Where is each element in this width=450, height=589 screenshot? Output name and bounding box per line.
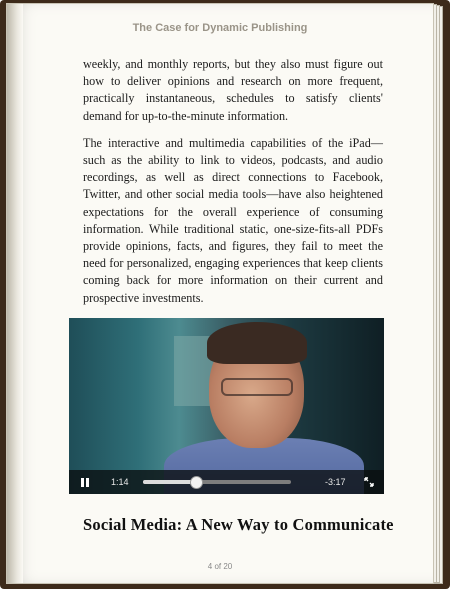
- video-controls-bar: [69, 470, 384, 494]
- pause-icon: [81, 478, 84, 487]
- scrubber-progress: [143, 480, 196, 484]
- video-scrubber[interactable]: [143, 480, 291, 484]
- fullscreen-button[interactable]: [359, 472, 379, 492]
- remaining-time: -3:17: [325, 477, 346, 487]
- pause-button[interactable]: [69, 470, 101, 494]
- embedded-video[interactable]: [69, 318, 384, 494]
- scrubber-thumb[interactable]: [190, 476, 203, 489]
- section-heading: Social Media: A New Way to Communicate: [83, 515, 394, 534]
- page-spine-shadow: [7, 4, 23, 583]
- video-subject-glasses: [221, 378, 293, 396]
- page-indicator: 4 of 20: [207, 562, 233, 571]
- running-title: The Case for Dynamic Publishing: [132, 22, 308, 34]
- paragraph: weekly, and monthly reports, but they also must figure out how to deliver opinions and research on more frequent, practically instantaneous, schedules to satisfy clients' demand for up-to-the-minute information.: [83, 57, 383, 123]
- elapsed-time: 1:14: [111, 477, 129, 487]
- paragraph: The interactive and multimedia capabilities of the iPad—such as the ability to link to videos, podcasts, and audio recordings, as well as direct connections to Facebook, Twitter, and other social media tools—have also heightened expectations for the overall experience of consuming information. While traditional static, one-size-fits-all PDFs provide opinions, facts, and figures, they fail to meet the need for personalized, engaging experiences that keep clients coming back for more information on their current and prospective investments.: [83, 135, 383, 305]
- video-subject-hair: [207, 322, 307, 364]
- fullscreen-icon: [364, 477, 374, 487]
- book-page[interactable]: [6, 3, 434, 584]
